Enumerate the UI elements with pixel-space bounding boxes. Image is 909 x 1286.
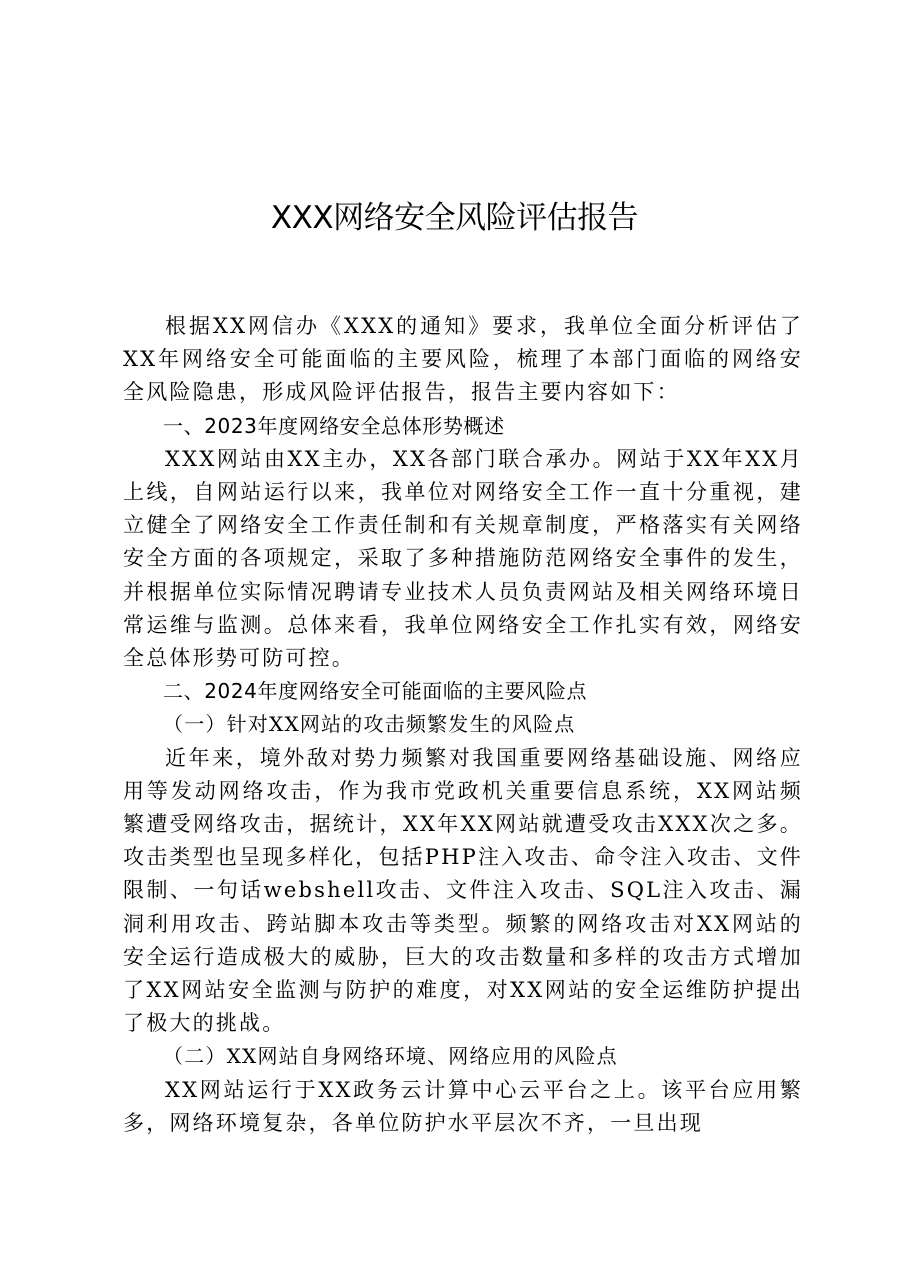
subsection-1-paragraph: 近年来，境外敌对势力频繁对我国重要网络基础设施、网络应用等发动网络攻击，作为我市党政机关重要信息系统，XX网站频繁遭受网络攻击，据统计，XX年XX网站就遭受攻击XXX次之多。攻击类型也呈现多样化，包括PHP注入攻击、命令注入攻击、文件限制、一句话webshell攻击、文件注入攻击、SQL注入攻击、漏洞利用攻击、跨站脚本攻击等类型。频繁的网络攻击对XX网站的安全运行造成极大的威胁，巨大的攻击数量和多样的攻击方式增加了XX网站安全监测与防护的难度，对XX网站的安全运维防护提出了极大的挑战。 (123, 745, 803, 1036)
section-1-heading: 一、2023年度网络安全总体形势概述 (163, 413, 505, 438)
subsection-1-heading: （一）针对XX网站的攻击频繁发生的风险点 (163, 712, 576, 737)
subsection-2-heading: （二）XX网站自身网络环境、网络应用的风险点 (163, 1044, 618, 1069)
section-1-paragraph: XXX网站由XX主办，XX各部门联合承办。网站于XX年XX月上线，自网站运行以来，我单位对网络安全工作一直十分重视，建立健全了网络安全工作责任制和有关规章制度，严格落实有关网络安全方面的各项规定，采取了多种措施防范网络安全事件的发生，并根据单位实际情况聘请专业技术人员负责网站及相关网络环境日常运维与监测。总体来看，我单位网络安全工作扎实有效，网络安全总体形势可防可控。 (123, 446, 803, 671)
section-2-heading: 二、2024年度网络安全可能面临的主要风险点 (163, 679, 588, 704)
subsection-2-paragraph: XX网站运行于XX政务云计算中心云平台之上。该平台应用繁多，网络环境复杂，各单位防护水平层次不齐，一旦出现 (123, 1077, 803, 1135)
document-title: XXX网络安全风险评估报告 (270, 200, 639, 236)
document-body (123, 310, 803, 1140)
intro-paragraph: 根据XX网信办《XXX的通知》要求，我单位全面分析评估了XX年网络安全可能面临的主要风险，梳理了本部门面临的网络安全风险隐患，形成风险评估报告，报告主要内容如下： (123, 314, 803, 405)
